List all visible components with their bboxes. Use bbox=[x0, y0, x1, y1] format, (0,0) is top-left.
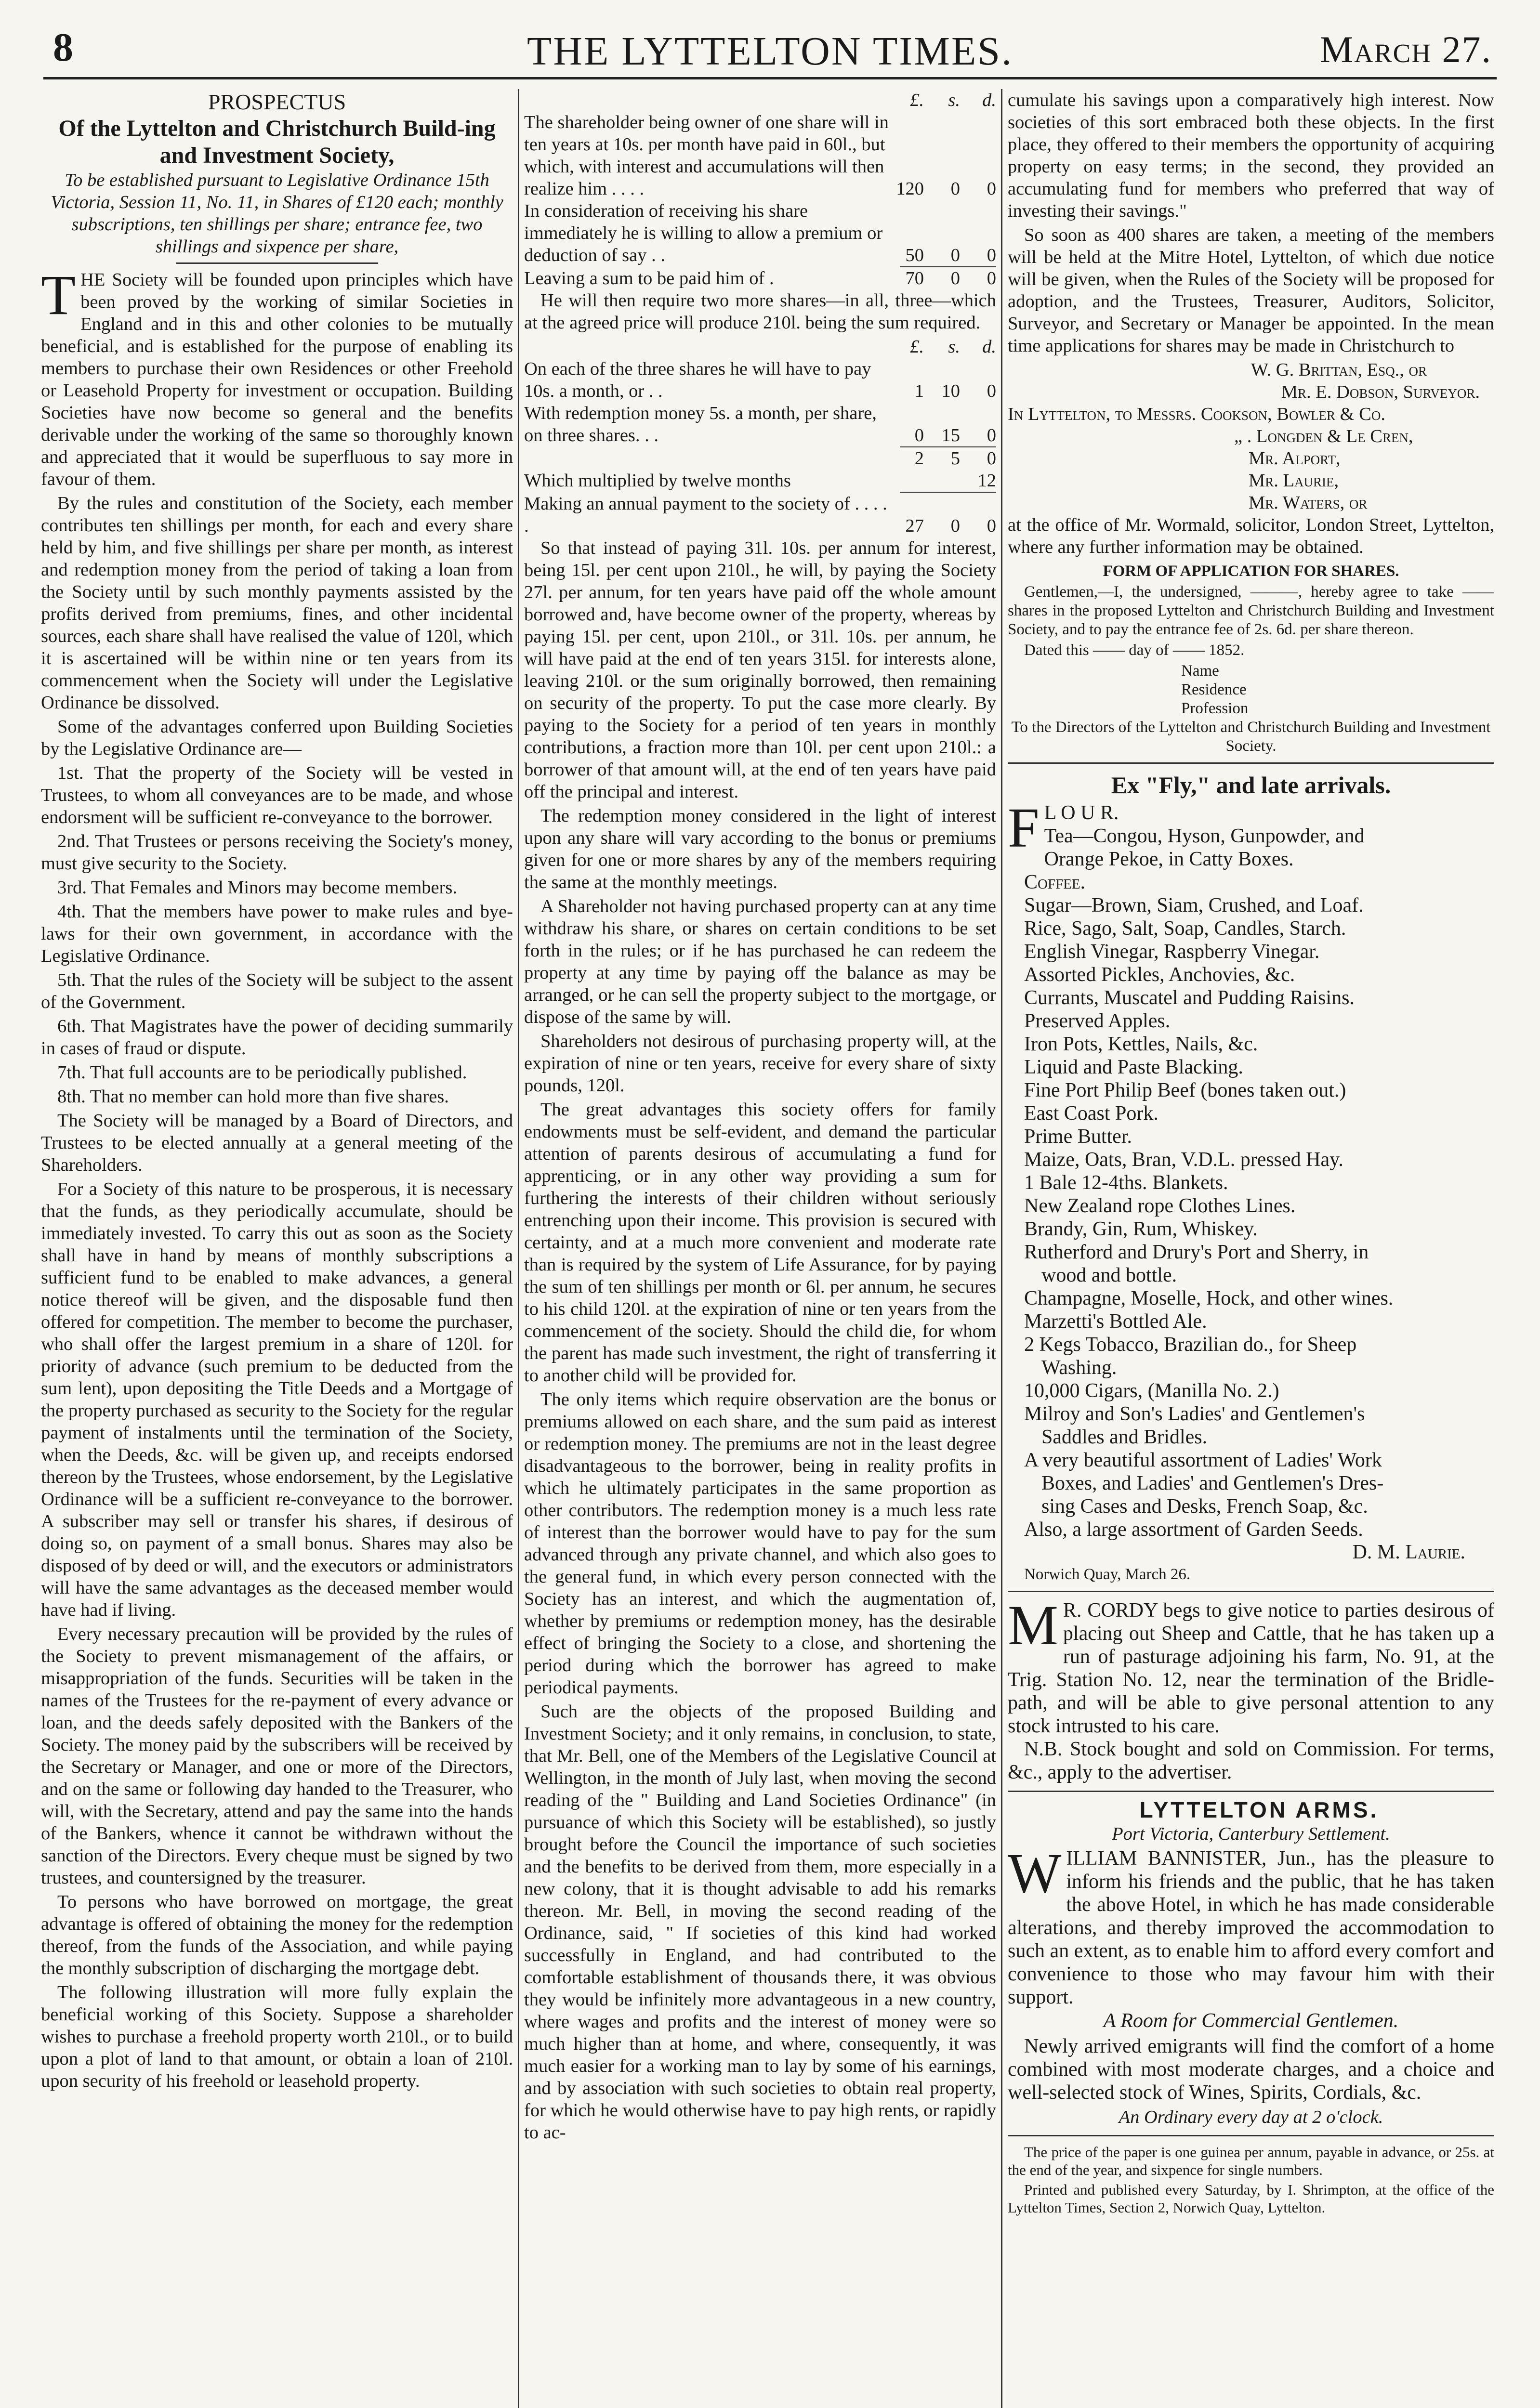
list-item: 10,000 Cigars, (Manilla No. 2.) bbox=[1024, 1380, 1279, 1402]
column-rule-2 bbox=[1001, 89, 1002, 2408]
list-item: wood and bottle. bbox=[1041, 1264, 1177, 1286]
paragraph: For a Society of this nature to be prosperous, it is necessary that the funds, as they periodically accumulate, should be immediately invested. To carry this out as soon as the Society shall have in hand by means of monthly subscriptions a sufficient fund to be enabled to make advances, a general notice thereof will be given, and the disposable fund then offered for competition. The member to become the purchaser, who shall offer the largest premium in a share of 120l. for priority of advance (such premium to be deducted from the sum lent), upon depositing the Title Deeds and a Mortgage of the property purchased as security to the Society for the regular payment of instalments until the termination of the Society, when the Deeds, &c. will be given up, and receipts endorsed thereon by the Trustees, whose endorsement, by the Legislative Ordinance will be a sufficient re-conveyance to the borrower. A subscriber may sell or transfer his shares, if desirous of doing so, on payment of a small bonus. Shares may also be disposed of by deed or will, and the executors or administrators will have the same advantages as the deceased member would have had if living. bbox=[41, 1179, 513, 1620]
calc-row bbox=[524, 470, 996, 492]
list-item: Prime Butter. bbox=[1024, 1125, 1132, 1148]
currency-header bbox=[524, 336, 996, 358]
list-item: Champagne, Moselle, Hock, and other wines. bbox=[1024, 1287, 1394, 1309]
list-item: New Zealand rope Clothes Lines. bbox=[1024, 1195, 1296, 1217]
ad-arms-p2: Newly arrived emigrants will find the comfort of a home combined with most moderate charges, and a choice and well-selected stock of Wines, Spirits, Cordials, &c. bbox=[1008, 2035, 1494, 2104]
calc-shillings: 15 bbox=[941, 425, 960, 445]
list-item: Rutherford and Drury's Port and Sherry, in bbox=[1024, 1241, 1369, 1263]
agents-list bbox=[1008, 359, 1494, 514]
column-2 bbox=[524, 89, 996, 2408]
list-item: Fine Port Philip Beef (bones taken out.) bbox=[1024, 1079, 1346, 1101]
paragraph: Such are the objects of the proposed Building and Investment Society; and it only remains, in conclusion, to state, that Mr. Bell, one of the Members of the Legislative Council at Wellington, in the month of July last, when moving the second reading of the " Building and Land Societies Ordinance" (in pursuance of which this Society will be established), so justly brought before the Council the importance of such societies and the benefits to be derived from them, more especially in a new colony, that it is thought advisable to add his remarks thereon. Mr. Bell, in moving the second reading of the Ordinance, said, " If societies of this kind had worked successfully in England, and had contributed to the comfortable establishment of thousands there, it was obvious they would be infinitely more advantageous in a new country, where wages and profits and the interest of money were so much higher than at home, and where, consequently, it was much easier for a working man to lay by some of his earnings, and by association with such societies to obtain real property, for which he would otherwise have to pay high rents, or rapidly to ac- bbox=[524, 1701, 996, 2143]
list-item: Coffee. bbox=[1024, 871, 1086, 893]
ad-cordy bbox=[1008, 1594, 1494, 1738]
list-item: Brandy, Gin, Rum, Whiskey. bbox=[1024, 1218, 1258, 1240]
form-field: Name bbox=[1181, 662, 1219, 680]
paragraph: Every necessary precaution will be provided by the rules of the Society to prevent mismanagement of the affairs, or misappropriation of the funds. Securities will be taken in the names of the Trustees for the re-payment of every advance or loan, and the deeds safely deposited with the Bankers of the Society. The money paid by the subscribers will be received by the Secretary or Manager, and one or more of the Directors, and on the same or following day handed to the Treasurer, who will, with the Secretary, attend and pay the same into the hands of the Bankers, whence it cannot be withdrawn without the sanction of the Directors. Every cheque must be signed by two trustees, and countersigned by the treasurer. bbox=[41, 1624, 513, 1888]
dropcap-t: T bbox=[41, 263, 76, 327]
list-item: East Coast Pork. bbox=[1024, 1102, 1158, 1125]
calc-pounds: 50 bbox=[905, 245, 924, 265]
calc-pounds: 1 bbox=[914, 381, 924, 401]
list-item: English Vinegar, Raspberry Vinegar. bbox=[1024, 941, 1320, 963]
paragraph: The great advantages this society offers for family endowments must be self-evident, and demand the particular attention of parents desirous of accumulating a fund for apprenticing, or in any other way providing a sum for furthering the interests of their children without seriously entrenching upon their income. This provision is secured with certainty, and at a much more convenient and moderate rate than is required by the system of Life Assurance, for by paying the sum of ten shillings per month or 6l. per annum, he secures to his child 120l. at the expiration of nine or ten years from the commencement of the society. Should the child die, for whom the parent has made such investment, the right of transferring it to another child will be provided for. bbox=[524, 1099, 996, 1386]
calc-pence: 0 bbox=[987, 448, 996, 469]
calc-row bbox=[524, 200, 996, 266]
pence-header: d. bbox=[982, 90, 996, 110]
paragraph: Shareholders not desirous of purchasing property will, at the expiration of nine or ten years, receive for every share of sixty pounds, 120l. bbox=[524, 1031, 996, 1096]
list-item: Assorted Pickles, Anchovies, &c. bbox=[1024, 964, 1295, 986]
prospectus-intro bbox=[41, 263, 513, 490]
divider bbox=[1008, 1791, 1494, 1792]
dropcap-f: F bbox=[1008, 796, 1040, 859]
calc-note: He will then require two more shares—in all, three—which at the agreed price will produce 210l. being the sum required. bbox=[524, 290, 996, 333]
list-item: sing Cases and Desks, French Soap, &c. bbox=[1041, 1495, 1368, 1518]
column-1 bbox=[41, 89, 513, 2408]
paragraph: So soon as 400 shares are taken, a meeting of the members will be held at the Mitre Hotel, Lyttelton, of which due notice will be given, when the Rules of the Society will be proposed for adoption, and the Trustees, Treasurer, Auditors, Solicitor, Surveyor, and Secretary or Manager be appointed. In the mean time applications for shares may be made in Christchurch to bbox=[1008, 225, 1494, 356]
currency-header bbox=[524, 89, 996, 111]
agent-line: In Lyttelton, to Messrs. Cookson, Bowler & Co. bbox=[1008, 404, 1385, 424]
ad-arms-room: A Room for Commercial Gentlemen. bbox=[1103, 2010, 1399, 2032]
calc-pence: 0 bbox=[987, 516, 996, 536]
masthead bbox=[43, 19, 1497, 79]
dropcap-w: W bbox=[1008, 1842, 1062, 1905]
pence-header: d. bbox=[982, 337, 996, 357]
list-item: Liquid and Paste Blacking. bbox=[1024, 1056, 1243, 1078]
calc-row bbox=[524, 447, 996, 470]
calc-shillings: 0 bbox=[950, 516, 960, 536]
calc-text: Making an annual payment to the society of . . . . . bbox=[524, 494, 887, 536]
calc-shillings: 10 bbox=[941, 381, 960, 401]
list-item: 1 Bale 12-4ths. Blankets. bbox=[1024, 1172, 1228, 1194]
shillings-header: s. bbox=[948, 337, 960, 357]
pounds-header: £. bbox=[910, 90, 924, 110]
calc-row bbox=[524, 493, 996, 537]
list-item: Tea—Congou, Hyson, Gunpowder, and bbox=[1044, 825, 1365, 847]
agent-line: W. G. Brittan, Esq., or bbox=[1250, 360, 1427, 380]
list-item: Orange Pekoe, in Catty Boxes. bbox=[1044, 848, 1294, 870]
paragraph: at the office of Mr. Wormald, solicitor, London Street, Lyttelton, where any further information may be obtained. bbox=[1008, 515, 1494, 557]
calc-pounds: 120 bbox=[896, 179, 924, 199]
list-item: 8th. That no member can hold more than five shares. bbox=[57, 1086, 449, 1107]
calc-pounds: 2 bbox=[914, 448, 924, 469]
ad-fly-place: Norwich Quay, March 26. bbox=[1024, 1566, 1191, 1583]
calc-shillings bbox=[931, 470, 960, 492]
calc-pence: 0 bbox=[987, 245, 996, 265]
form-dated: Dated this —— day of —— 1852. bbox=[1024, 641, 1245, 659]
page-number: 8 bbox=[53, 25, 73, 70]
column-rule-1 bbox=[518, 89, 519, 2408]
ad-arms-subtitle: Port Victoria, Canterbury Settlement. bbox=[1112, 1824, 1390, 1844]
list-item: Iron Pots, Kettles, Nails, &c. bbox=[1024, 1033, 1258, 1055]
divider bbox=[1008, 762, 1494, 764]
form-field: Profession bbox=[1181, 700, 1249, 717]
list-item: Rice, Sago, Salt, Soap, Candles, Starch. bbox=[1024, 917, 1346, 940]
form-addressee: To the Directors of the Lyttelton and Christchurch Building and Investment Society. bbox=[1011, 719, 1491, 755]
list-item: 4th. That the members have power to make rules and bye-laws for their own government, in accordance with the Legislative Ordinance. bbox=[41, 902, 513, 966]
list-item: Washing. bbox=[1041, 1357, 1117, 1379]
calc-pounds: 27 bbox=[905, 516, 924, 536]
calc-shillings: 0 bbox=[950, 245, 960, 265]
agent-line: Mr. Waters, or bbox=[1249, 493, 1368, 513]
ad-arms-body bbox=[1008, 1842, 1494, 2009]
paragraph: The redemption money considered in the light of interest upon any share will vary according to the bonus or premiums given for one or more shares by any of the members requiring the same at the monthly meetings. bbox=[524, 806, 996, 892]
calc-row bbox=[524, 267, 996, 289]
arms-text: ILLIAM BANNISTER, Jun., has the pleasure to inform his friends and the public, that he has taken the above Hotel, in which he has made considerable alterations, and thereby improved the accommodation to such an extent, as to enable him to afford every comfort and convenience to those who may favour him with their support. bbox=[1008, 1847, 1494, 2008]
calc-shillings: 0 bbox=[950, 268, 960, 288]
footer-printed: Printed and published every Saturday, by I. Shrimpton, at the office of the Lyttelton Times, Section 2, Norwich Quay, Lyttelton. bbox=[1008, 2181, 1494, 2216]
list-item: 2nd. That Trustees or persons receiving the Society's money, must give security to the Society. bbox=[41, 831, 513, 874]
agent-line: Mr. Alport, bbox=[1249, 448, 1341, 469]
newspaper-title: THE LYTTELTON TIMES. bbox=[527, 29, 1013, 74]
calc-text: Which multiplied by twelve months bbox=[524, 471, 791, 491]
divider bbox=[176, 262, 378, 264]
calc-text: With redemption money 5s. a month, per share, on three shares. . . bbox=[524, 403, 877, 445]
ad-fly-signature: D. M. Laurie. bbox=[1352, 1541, 1465, 1563]
prospectus-heading: PROSPECTUS bbox=[208, 90, 346, 114]
list-item: 2 Kegs Tobacco, Brazilian do., for Sheep bbox=[1024, 1334, 1357, 1356]
prospectus-subhead: To be established pursuant to Legislative Ordinance 15th Victoria, Session 11, No. 11, in Shares of £120 each; monthly subscriptions, ten shillings per share; entrance fee, two shillings and sixpence per share, bbox=[51, 170, 503, 257]
form-field: Residence bbox=[1181, 681, 1247, 698]
calc-pounds bbox=[895, 470, 924, 492]
calc-text: Leaving a sum to be paid him of . bbox=[524, 268, 774, 288]
paragraph: The Society will be managed by a Board of Directors, and Trustees to be elected annually at a general meeting of the Shareholders. bbox=[41, 1111, 513, 1175]
calc-row bbox=[524, 358, 996, 402]
list-item: Also, a large assortment of Garden Seeds. bbox=[1024, 1518, 1363, 1541]
calc-pence: 0 bbox=[987, 268, 996, 288]
list-item: Currants, Muscatel and Pudding Raisins. bbox=[1024, 987, 1355, 1009]
flour-text: L O U R. bbox=[1044, 802, 1119, 824]
footer-price: The price of the paper is one guinea per annum, payable in advance, or 25s. at the end of the year, and sixpence for single numbers. bbox=[1008, 2144, 1494, 2178]
paragraph: The only items which require observation are the bonus or premiums allowed on each share, and the sum paid as interest or redemption money. The premiums are not in the least degree disadvantageous to the borrower, being in reality profits in which he ultimately participates in the same proportion as other contributors. The redemption money is a much less rate of interest than the borrower would have to pay for the sum advanced through any private channel, and which also goes to the general fund, in which every person connected with the Society has an interest, and which the augmentation of, whether by premiums or redemption money, has the desirable effect of bringing the Society to a close, and shortening the period during which the borrower has agreed to make periodical payments. bbox=[524, 1389, 996, 1698]
calc-pence: 0 bbox=[987, 381, 996, 401]
list-item: Boxes, and Ladies' and Gentlemen's Dres- bbox=[1041, 1472, 1384, 1494]
paragraph: To persons who have borrowed on mortgage, the great advantage is offered of obtaining the money for the redemption thereof, from the funds of the Association, and while paying the monthly subscription of discharging the mortgage debt. bbox=[41, 1892, 513, 1978]
calc-text: The shareholder being owner of one share will in ten years at 10s. per month have paid in 60l., but which, with interest and accumulations will then realize him . . . . bbox=[524, 112, 889, 199]
list-item: Sugar—Brown, Siam, Crushed, and Loaf. bbox=[1024, 894, 1364, 916]
paragraph: The following illustration will more fully explain the beneficial working of this Society. Suppose a shareholder wishes to purchase a freehold property worth 210l., or to build upon a plot of land to that amount, or obtain a loan of 210l. upon security of his freehold or leasehold property. bbox=[41, 1982, 513, 2091]
list-item: Milroy and Son's Ladies' and Gentlemen's bbox=[1024, 1403, 1365, 1425]
ad-fly-items bbox=[1008, 824, 1494, 1541]
list-item: Maize, Oats, Bran, V.D.L. pressed Hay. bbox=[1024, 1149, 1343, 1171]
shillings-header: s. bbox=[948, 90, 960, 110]
list-item: Marzetti's Bottled Ale. bbox=[1024, 1310, 1207, 1333]
society-heading: Of the Lyttelton and Christchurch Build-ing and Investment Society, bbox=[58, 116, 496, 168]
dropcap-m: M bbox=[1008, 1594, 1058, 1657]
list-item: 5th. That the rules of the Society will be subject to the assent of the Government. bbox=[41, 970, 513, 1012]
calc-row bbox=[524, 111, 996, 200]
list-item: Preserved Apples. bbox=[1024, 1010, 1171, 1032]
agent-line: Mr. E. Dobson, Surveyor. bbox=[1281, 382, 1480, 402]
list-item: A very beautiful assortment of Ladies' Work bbox=[1024, 1449, 1382, 1471]
calc-text: In consideration of receiving his share immediately he is willing to allow a premium or deduction of say . . bbox=[524, 201, 883, 265]
cordy-text: R. CORDY begs to give notice to parties desirous of placing out Sheep and Cattle, that he has taken up a run of pasturage adjoining his farm, No. 91, at the Trig. Station No. 12, near the termination of the Bridle-path, and will be able to give personal attention to any stock intrusted to his care. bbox=[1008, 1599, 1494, 1737]
calc-pence: 12 bbox=[977, 471, 996, 491]
form-body: Gentlemen,—I, the undersigned, ———, hereby agree to take —— shares in the proposed Lyttelton and Christchurch Building and Investment Society, and to pay the entrance fee of 2s. 6d. per share thereon. bbox=[1008, 583, 1494, 638]
ad-cordy-nb: N.B. Stock bought and sold on Commission. For terms, &c., apply to the advertiser. bbox=[1008, 1738, 1494, 1783]
calc-shillings: 0 bbox=[950, 179, 960, 199]
issue-date: March 27. bbox=[1319, 28, 1492, 70]
list-item: 1st. That the property of the Society will be vested in Trustees, to whom all conveyances are to be made, and whose endorsment will be sufficient re-conveyance to the borrower. bbox=[41, 763, 513, 827]
paragraph: So that instead of paying 31l. 10s. per annum for interest, being 15l. per cent upon 210l., he will, by paying the Society 27l. per annum, for ten years have paid off the whole amount borrowed and, have become owner of the property, whereas by paying 15l. per cent, upon 210l., or 31l. 10s. per annum, he will have paid at the end of ten years 315l. for interests alone, leaving 210l. or the sum originally borrowed, then remaining on security of the property. To put the case more clearly. By paying to the Society for a period of ten years in monthly contributions, a fraction more than 10l. per cent upon 210l.: a borrower of that amount will, at the end of ten years have paid off the principal and interest. bbox=[524, 538, 996, 802]
calc-pounds: 0 bbox=[914, 425, 924, 445]
agent-line: „ . Longden & Le Cren, bbox=[1234, 426, 1413, 446]
list-item: Saddles and Bridles. bbox=[1041, 1426, 1208, 1448]
calc-text: On each of the three shares he will have to pay 10s. a month, or . . bbox=[524, 359, 871, 401]
calc-pence: 0 bbox=[987, 425, 996, 445]
form-title: FORM OF APPLICATION FOR SHARES. bbox=[1103, 563, 1399, 580]
column-3 bbox=[1008, 89, 1494, 2408]
list-item: 3rd. That Females and Minors may become members. bbox=[57, 877, 458, 898]
agent-line: Mr. Laurie, bbox=[1249, 471, 1339, 491]
paragraph: A Shareholder not having purchased property can at any time withdraw his share, or shares on certain conditions to be set forth in the rules; or if he has purchased he can redeem the property at any time by paying off the balance as may be arranged, or he can sell the property subject to the mortgage, or dispose of the same by will. bbox=[524, 896, 996, 1027]
ad-fly-title: Ex "Fly," and late arrivals. bbox=[1111, 772, 1391, 798]
paragraph: By the rules and constitution of the Society, each member contributes ten shillings per month, for each and every share held by him, and five shillings per share per month, as interest and redemption money from the period of taking a loan from the Society until by such monthly payments assisted by the profits derived from premiums, fines, and other incidental sources, each share shall have realised the value of 120l, which it is ascertained will be within nine or ten years from its commencement when the Society will under the Legislative Ordinance be dissolved. bbox=[41, 493, 513, 713]
divider bbox=[1008, 2135, 1494, 2136]
calc-pounds: 70 bbox=[905, 268, 924, 288]
calc-pence: 0 bbox=[987, 179, 996, 199]
divider bbox=[1008, 1591, 1494, 1592]
ad-arms-ordinary: An Ordinary every day at 2 o'clock. bbox=[1119, 2107, 1383, 2127]
ad-arms-title: LYTTELTON ARMS. bbox=[1139, 1797, 1379, 1822]
calc-shillings: 5 bbox=[950, 448, 960, 469]
paragraph: cumulate his savings upon a comparatively high interest. Now societies of this sort embraced both these objects. In the first place, they offered to their members the opportunity of acquiring property on easy terms; in the second, they provided an accumulating fund for members who preferred that way of investing their savings." bbox=[1008, 90, 1494, 221]
intro-text: HE Society will be founded upon principles which have been proved by the working of similar Societies in England and in this and other colonies to be mutually beneficial, and is established for the purpose of enabling its members to purchase their own Residences or other Freehold or Leasehold Property for investment or occupation. Building Societies have now become so general and the benefits derivable under the working of the same so thoroughly known and appreciated that it would be superfluous to say more in favour of them. bbox=[41, 270, 513, 489]
list-item: 6th. That Magistrates have the power of deciding summarily in cases of fraud or dispute. bbox=[41, 1016, 513, 1059]
pounds-header: £. bbox=[910, 337, 924, 357]
calc-row bbox=[524, 402, 996, 446]
list-item: 7th. That full accounts are to be periodically published. bbox=[57, 1062, 467, 1083]
paragraph: Some of the advantages conferred upon Building Societies by the Legislative Ordinance are— bbox=[41, 717, 513, 759]
